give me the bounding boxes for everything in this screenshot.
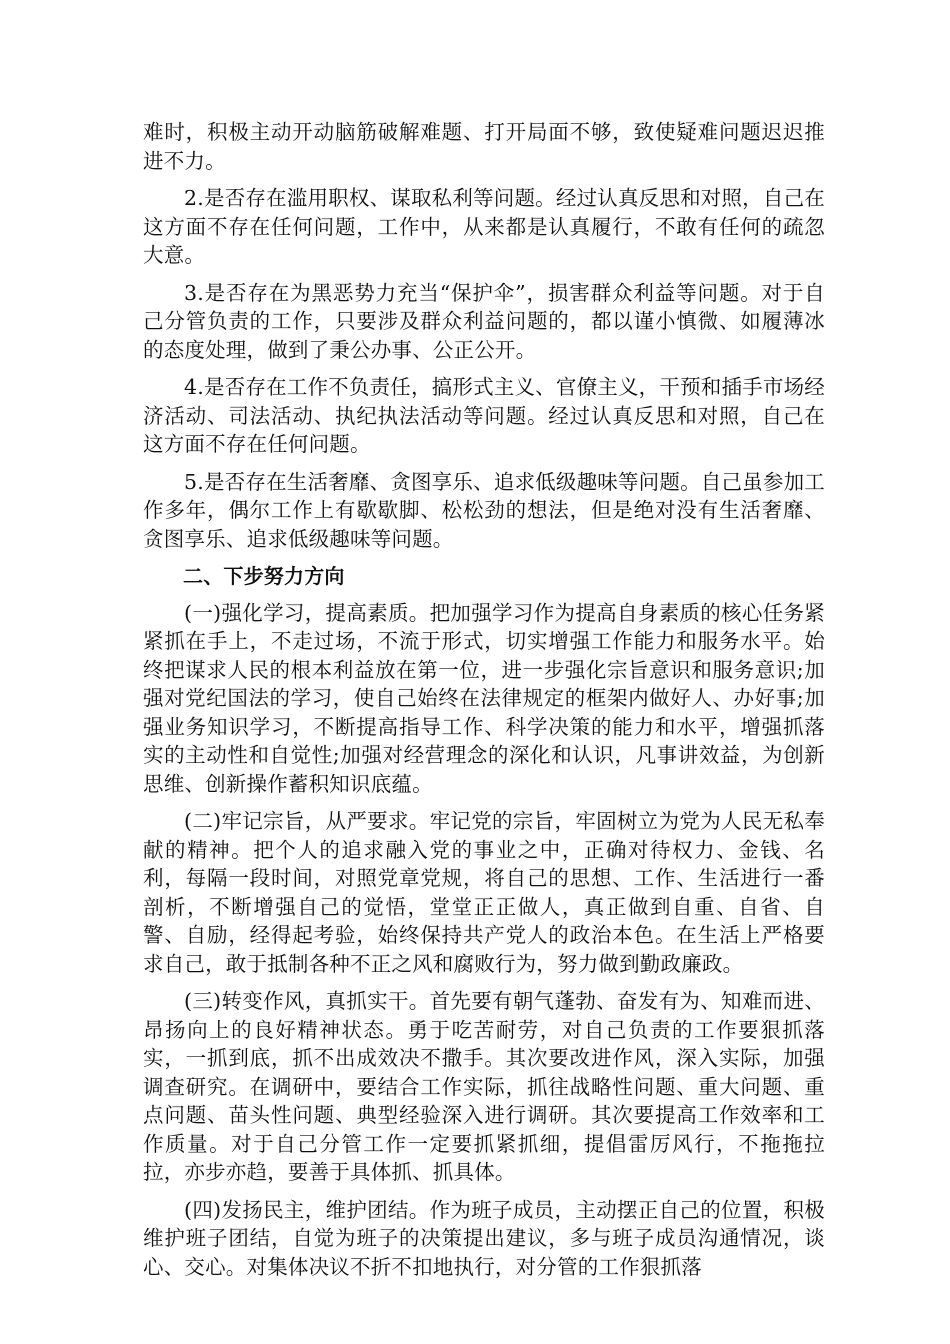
paragraph-remember-purpose: (二)牢记宗旨，从严要求。牢记党的宗旨，牢固树立为党为人民无私奉献的精神。把个人的追求融入党的事业之中，正确对待权力、金钱、名利，每隔一段时间，对照党章党规，将自己的思想、工作、生活进行一番剖析，不断增强自己的觉悟，堂堂正正做人，真正做到自重、自省、自警、自励，经得起考验，始终保持共产党人的政治本色。在生活上严格要求自己，敢于抵制各种不正之风和腐败行为，努力做到勤政廉政。 [143,809,825,976]
section-heading: 二、下步努力方向 [183,564,345,588]
paragraph-item-2: 2.是否存在滥用职权、谋取私利等问题。经过认真反思和对照，自己在这方面不存在任何问题，工作中，从来都是认真履行，不敢有任何的疏忽大意。 [143,186,825,267]
paragraph-change-style: (三)转变作风，真抓实干。首先要有朝气蓬勃、奋发有为、知难而进、昂扬向上的良好精神状态。勇于吃苦耐劳，对自己负责的工作要狠抓落实，一抓到底，抓不出成效决不撒手。其次要改进作风，深入实际，加强调查研究。在调研中，要结合工作实际，抓往战略性问题、重大问题、重点问题、苗头性问题、典型经验深入进行调研。其次要提高工作效率和工作质量。对于自己分管工作一定要抓紧抓细，提倡雷厉风行，不拖拖拉拉，亦步亦趋，要善于具体抓、抓具体。 [143,989,825,1184]
paragraph-promote-democracy: (四)发扬民主，维护团结。作为班子成员，主动摆正自己的位置，积极维护班子团结，自觉为班子的决策提出建议，多与班子成员沟通情况，谈心、交心。对集体决议不折不扣地执行，对分管的工作狠抓落 [143,1197,825,1279]
paragraph-item-3: 3.是否存在为黑恶势力充当“保护伞”，损害群众利益等问题。对于自己分管负责的工作，只要涉及群众利益问题的，都以谨小慎微、如履薄冰的态度处理，做到了秉公办事、公正公开。 [143,280,825,362]
paragraph-continuation: 难时，积极主动开动脑筋破解难题、打开局面不够，致使疑难问题迟迟推进不力。 [143,120,825,173]
document-page [143,118,825,1290]
paragraph-item-5: 5.是否存在生活奢靡、贪图享乐、追求低级趣味等问题。自己虽参加工作多年，偶尔工作上有歇歇脚、松松劲的想法，但是绝对没有生活奢靡、贪图享乐、追求低级趣味等问题。 [143,469,825,551]
paragraph-item-4: 4.是否存在工作不负责任，搞形式主义、官僚主义，干预和插手市场经济活动、司法活动、执纪执法活动等问题。经过认真反思和对照，自己在这方面不存在任何问题。 [143,375,825,456]
paragraph-strengthen-learning: (一)强化学习，提高素质。把加强学习作为提高自身素质的核心任务紧紧抓在手上，不走过场，不流于形式，切实增强工作能力和服务水平。始终把谋求人民的根本利益放在第一位，进一步强化宗旨意识和服务意识;加强对党纪国法的学习，使自己始终在法律规定的框架内做好人、办好事;加强业务知识学习，不断提高指导工作、科学决策的能力和水平，增强抓落实的主动性和自觉性;加强对经营理念的深化和认识，凡事讲效益，为创新思维、创新操作蓄积知识底蕴。 [143,600,825,796]
